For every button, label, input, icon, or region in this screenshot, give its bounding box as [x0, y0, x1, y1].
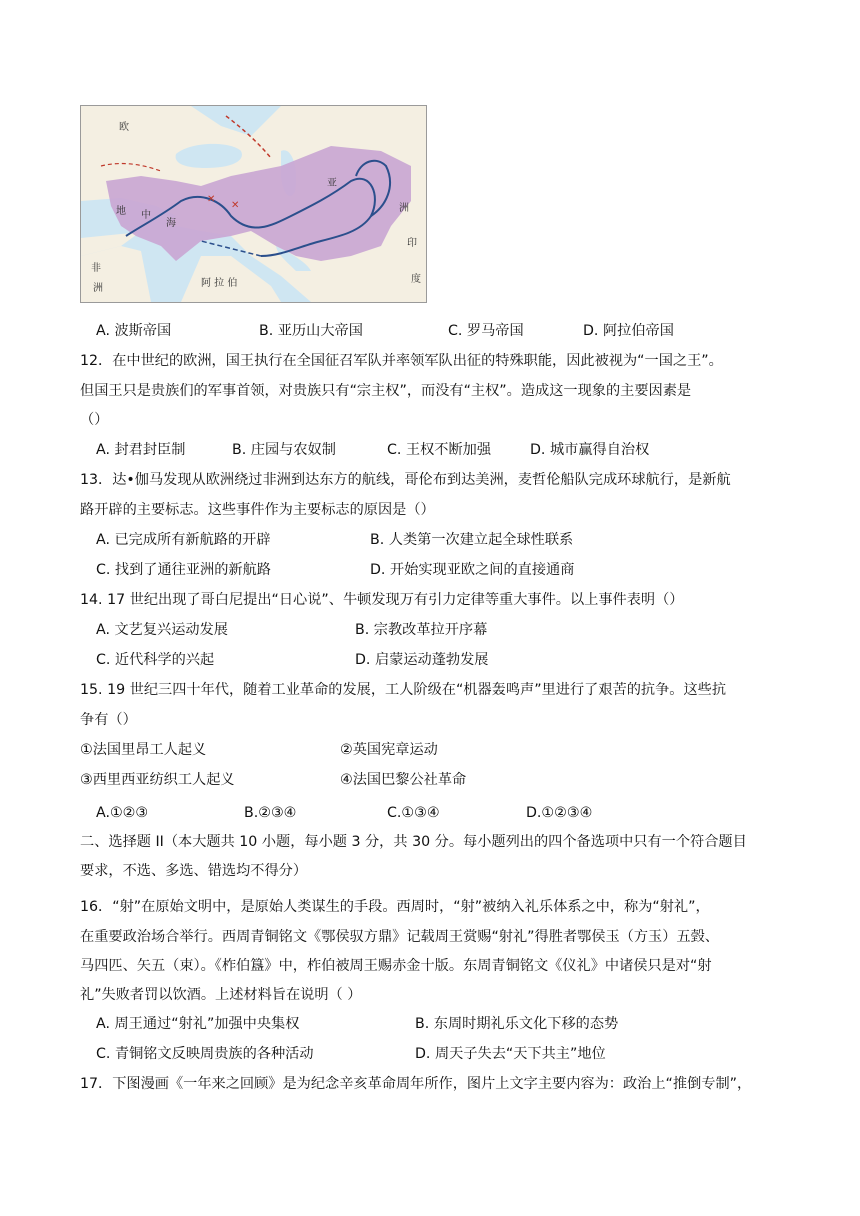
q15-item-3: ③西里西亚纺织工人起义: [80, 772, 235, 788]
q16-stem-line2: 在重要政治场合举行。西周青铜铭文《鄂侯驭方鼎》记载周王赏赐“射礼”得胜者鄂侯玉（方玉）五瑴、: [80, 929, 719, 945]
q12-stem-line1: 12．在中世纪的欧洲，国王执行在全国征召军队并率领军队出征的特殊职能，因此被视为“一国之王”。: [80, 353, 723, 369]
q11-option-a: A. 波斯帝国: [96, 323, 172, 339]
q16-option-c: C. 青铜铭文反映周贵族的各种活动: [96, 1046, 314, 1062]
q16-option-d: D. 周天子失去“天下共主”地位: [415, 1046, 606, 1062]
q15-item-2: ②英国宪章运动: [340, 742, 438, 758]
q17-stem-line1: 17．下图漫画《一年来之回顾》是为纪念辛亥革命周年所作，图片上文字主要内容为：政治上“推倒专制”，: [80, 1076, 752, 1092]
q15-item-4: ④法国巴黎公社革命: [340, 772, 467, 788]
q11-option-d: D. 阿拉伯帝国: [583, 323, 674, 339]
q13-option-d: D. 开始实现亚欧之间的直接通商: [370, 562, 575, 578]
q11-option-b: B. 亚历山大帝国: [259, 323, 363, 339]
q12-option-a: A. 封君封臣制: [96, 442, 186, 458]
map-graphic: [81, 106, 426, 302]
section2-heading-line1: 二、选择题 II（本大题共 10 小题，每小题 3 分，共 30 分。每小题列出的四个备选项中只有一个符合题目: [80, 834, 747, 850]
q14-option-c: C. 近代科学的兴起: [96, 652, 215, 668]
map-label-yin: 印: [407, 238, 417, 249]
q13-stem-line2: 路开辟的主要标志。这些事件作为主要标志的原因是（）: [80, 502, 435, 518]
q13-option-c: C. 找到了通往亚洲的新航路: [96, 562, 271, 578]
alexander-empire-map: [80, 105, 427, 303]
q12-stem-line2: 但国王只是贵族们的军事首领，对贵族只有“宗主权”，而没有“主权”。造成这一现象的主要因素是: [80, 383, 692, 399]
q14-option-d: D. 启蒙运动蓬勃发展: [355, 652, 489, 668]
q13-stem-line1: 13．达•伽马发现从欧洲绕过非洲到达东方的航线，哥伦布到达美洲，麦哲伦船队完成环球航行，是新航: [80, 472, 731, 488]
q12-option-d: D. 城市赢得自治权: [530, 442, 650, 458]
q13-option-a: A. 已完成所有新航路的开辟: [96, 532, 271, 548]
q14-stem-line1: 14. 17 世纪出现了哥白尼提出“日心说”、牛顿发现万有引力定律等重大事件。以上事件表明（）: [80, 592, 684, 608]
q13-option-b: B. 人类第一次建立起全球性联系: [370, 532, 574, 548]
map-label-fei: 非: [91, 263, 101, 274]
q16-stem-line4: 礼”失败者罚以饮酒。上述材料旨在说明（ ）: [80, 987, 362, 1003]
q15-stem-line2: 争有（）: [80, 712, 137, 728]
q15-option-b: B.②③④: [244, 805, 297, 821]
q11-option-c: C. 罗马帝国: [448, 323, 524, 339]
map-label-arabia: 阿 拉 伯: [201, 278, 238, 289]
q16-stem-line3: 马四匹、矢五（束）。《柞伯簋》中，柞伯被周王赐赤金十版。东周青铜铭文《仪礼》中诸侯只是对“射: [80, 958, 712, 974]
q14-option-a: A. 文艺复兴运动发展: [96, 622, 228, 638]
q16-stem-line1: 16．“射”在原始文明中，是原始人类谋生的手段。西周时，“射”被纳入礼乐体系之中，称为“射礼”，: [80, 899, 710, 915]
q16-option-b: B. 东周时期礼乐文化下移的态势: [415, 1016, 619, 1032]
q12-option-b: B. 庄园与农奴制: [232, 442, 336, 458]
q16-option-a: A. 周王通过“射礼”加强中央集权: [96, 1016, 300, 1032]
map-label-di: 地: [116, 206, 126, 217]
map-label-zhong: 中: [141, 210, 151, 221]
map-label-du: 度: [411, 274, 421, 285]
map-label-zhou2: 洲: [93, 283, 103, 294]
map-label-hai: 海: [166, 218, 176, 229]
q12-stem-line3: （）: [80, 412, 109, 428]
map-label-europe: 欧: [119, 122, 129, 133]
svg-text:✕: ✕: [231, 200, 240, 211]
map-label-zhou: 洲: [399, 203, 409, 214]
q15-option-d: D.①②③④: [526, 805, 593, 821]
q12-option-c: C. 王权不断加强: [387, 442, 492, 458]
map-label-ya: 亚: [327, 178, 337, 189]
q15-item-1: ①法国里昂工人起义: [80, 742, 207, 758]
q15-option-a: A.①②③: [96, 805, 149, 821]
svg-text:✕: ✕: [207, 194, 216, 205]
section2-heading-line2: 要求，不选、多选、错选均不得分）: [80, 863, 308, 879]
q15-option-c: C.①③④: [387, 805, 440, 821]
q15-stem-line1: 15. 19 世纪三四十年代，随着工业革命的发展，工人阶级在“机器轰鸣声”里进行了艰苦的抗争。这些抗: [80, 682, 727, 698]
q14-option-b: B. 宗教改革拉开序幕: [355, 622, 488, 638]
